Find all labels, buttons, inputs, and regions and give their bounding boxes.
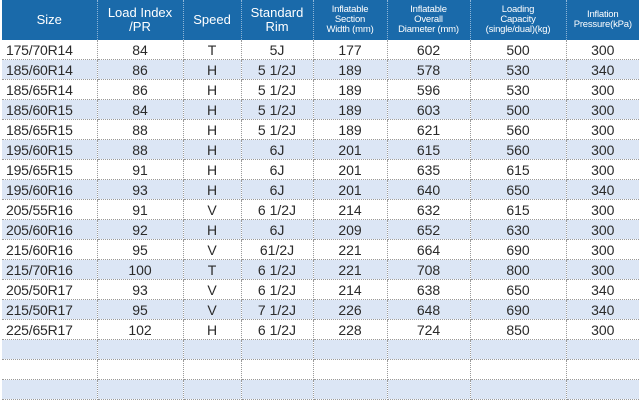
header-loading-capacity-line: Loading	[501, 4, 535, 15]
table-row	[2, 220, 639, 240]
header-rim-line: Rim	[265, 19, 289, 34]
cell-overall-diameter: 578	[387, 60, 470, 80]
header-loading-capacity	[470, 0, 566, 40]
cell-speed: H	[183, 80, 241, 100]
cell-speed: V	[183, 300, 241, 320]
cell-load-index: 86	[97, 80, 183, 100]
cell-overall-diameter: 708	[387, 260, 470, 280]
cell-size: 205/55R16	[2, 200, 97, 220]
cell-speed: T	[183, 40, 241, 60]
cell-overall-diameter: 635	[387, 160, 470, 180]
header-overall-diameter	[387, 0, 470, 40]
empty-cell	[183, 340, 241, 360]
empty-cell	[2, 380, 97, 400]
cell-rim: 5 1/2J	[241, 60, 313, 80]
cell-inflation-pressure: 300	[566, 140, 639, 160]
table-header	[2, 0, 639, 40]
empty-cell	[566, 380, 639, 400]
cell-speed: H	[183, 180, 241, 200]
cell-load-index: 93	[97, 180, 183, 200]
cell-size: 225/65R17	[2, 320, 97, 340]
cell-loading-capacity: 630	[470, 220, 566, 240]
cell-loading-capacity: 615	[470, 160, 566, 180]
cell-overall-diameter: 648	[387, 300, 470, 320]
empty-cell	[97, 360, 183, 380]
cell-size: 195/60R15	[2, 140, 97, 160]
cell-speed: H	[183, 100, 241, 120]
empty-cell	[183, 380, 241, 400]
empty-cell	[97, 340, 183, 360]
cell-load-index: 100	[97, 260, 183, 280]
cell-load-index: 91	[97, 200, 183, 220]
empty-cell	[566, 360, 639, 380]
table-row	[2, 300, 639, 320]
table-row	[2, 80, 639, 100]
table-row	[2, 280, 639, 300]
cell-size: 185/60R15	[2, 100, 97, 120]
header-row	[2, 0, 639, 40]
empty-cell	[183, 360, 241, 380]
table-row	[2, 180, 639, 200]
empty-cell	[313, 360, 387, 380]
cell-inflation-pressure: 300	[566, 100, 639, 120]
cell-speed: H	[183, 120, 241, 140]
cell-loading-capacity: 615	[470, 200, 566, 220]
header-overall-diameter-line: Diameter (mm)	[398, 24, 459, 35]
header-load-index	[97, 0, 183, 40]
cell-section-width: 214	[313, 280, 387, 300]
cell-rim: 6J	[241, 180, 313, 200]
empty-table-row	[2, 380, 639, 400]
cell-section-width: 201	[313, 180, 387, 200]
empty-cell	[566, 340, 639, 360]
cell-overall-diameter: 621	[387, 120, 470, 140]
cell-inflation-pressure: 300	[566, 220, 639, 240]
cell-rim: 6J	[241, 220, 313, 240]
cell-section-width: 189	[313, 120, 387, 140]
cell-inflation-pressure: 300	[566, 320, 639, 340]
cell-load-index: 91	[97, 160, 183, 180]
cell-speed: V	[183, 240, 241, 260]
empty-cell	[470, 360, 566, 380]
cell-rim: 6 1/2J	[241, 280, 313, 300]
cell-overall-diameter: 615	[387, 140, 470, 160]
cell-rim: 6J	[241, 160, 313, 180]
header-section-width-line: Inflatable	[331, 4, 369, 15]
cell-rim: 5 1/2J	[241, 80, 313, 100]
cell-loading-capacity: 500	[470, 40, 566, 60]
empty-cell	[387, 340, 470, 360]
header-overall-diameter-line: Overall	[414, 14, 443, 25]
cell-size: 185/65R14	[2, 80, 97, 100]
cell-section-width: 201	[313, 160, 387, 180]
table-row	[2, 160, 639, 180]
cell-inflation-pressure: 340	[566, 280, 639, 300]
cell-rim: 5 1/2J	[241, 120, 313, 140]
cell-rim: 5 1/2J	[241, 100, 313, 120]
cell-load-index: 86	[97, 60, 183, 80]
cell-section-width: 177	[313, 40, 387, 60]
header-rim-line: Standard	[250, 5, 304, 20]
header-section-width-line: Section	[334, 14, 366, 25]
cell-speed: V	[183, 280, 241, 300]
empty-cell	[387, 360, 470, 380]
header-size	[2, 0, 97, 40]
cell-overall-diameter: 638	[387, 280, 470, 300]
header-loading-capacity-line: (single/dual)(kg)	[485, 24, 551, 35]
cell-size: 185/65R15	[2, 120, 97, 140]
cell-overall-diameter: 640	[387, 180, 470, 200]
cell-inflation-pressure: 300	[566, 80, 639, 100]
table-row	[2, 260, 639, 280]
cell-size: 175/70R14	[2, 40, 97, 60]
cell-inflation-pressure: 340	[566, 300, 639, 320]
cell-load-index: 95	[97, 300, 183, 320]
cell-rim: 6J	[241, 140, 313, 160]
cell-loading-capacity: 560	[470, 140, 566, 160]
cell-section-width: 209	[313, 220, 387, 240]
cell-speed: H	[183, 160, 241, 180]
empty-cell	[313, 380, 387, 400]
header-inflation-pressure-line: Pressure(kPa)	[573, 19, 632, 30]
cell-loading-capacity: 800	[470, 260, 566, 280]
header-section-width	[313, 0, 387, 40]
cell-section-width: 228	[313, 320, 387, 340]
cell-inflation-pressure: 340	[566, 180, 639, 200]
cell-overall-diameter: 632	[387, 200, 470, 220]
cell-overall-diameter: 596	[387, 80, 470, 100]
empty-cell	[470, 380, 566, 400]
empty-cell	[241, 380, 313, 400]
cell-load-index: 102	[97, 320, 183, 340]
cell-inflation-pressure: 300	[566, 160, 639, 180]
header-speed	[183, 0, 241, 40]
cell-load-index: 84	[97, 100, 183, 120]
table-row	[2, 40, 639, 60]
empty-cell	[241, 360, 313, 380]
cell-section-width: 189	[313, 60, 387, 80]
empty-cell	[241, 340, 313, 360]
cell-speed: T	[183, 260, 241, 280]
cell-speed: H	[183, 320, 241, 340]
cell-size: 195/60R16	[2, 180, 97, 200]
cell-inflation-pressure: 340	[566, 60, 639, 80]
cell-size: 185/60R14	[2, 60, 97, 80]
cell-speed: V	[183, 200, 241, 220]
tire-spec-table	[2, 0, 639, 400]
table-body	[2, 40, 639, 400]
cell-speed: H	[183, 140, 241, 160]
header-size-line: Size	[36, 12, 62, 27]
header-speed-line: Speed	[193, 12, 231, 27]
cell-loading-capacity: 690	[470, 300, 566, 320]
header-load-index-line: Load Index	[107, 5, 173, 20]
cell-rim: 7 1/2J	[241, 300, 313, 320]
table-row	[2, 200, 639, 220]
table-row	[2, 60, 639, 80]
cell-overall-diameter: 724	[387, 320, 470, 340]
cell-rim: 5J	[241, 40, 313, 60]
cell-speed: H	[183, 60, 241, 80]
cell-load-index: 92	[97, 220, 183, 240]
header-inflation-pressure-line: Inflation	[587, 9, 619, 20]
cell-loading-capacity: 530	[470, 60, 566, 80]
header-inflation-pressure	[566, 0, 639, 40]
cell-section-width: 214	[313, 200, 387, 220]
cell-size: 215/50R17	[2, 300, 97, 320]
cell-size: 205/60R16	[2, 220, 97, 240]
header-section-width-line: Width (mm)	[326, 24, 374, 35]
empty-cell	[313, 340, 387, 360]
cell-inflation-pressure: 300	[566, 120, 639, 140]
header-rim	[241, 0, 313, 40]
empty-cell	[2, 360, 97, 380]
empty-cell	[2, 340, 97, 360]
cell-size: 195/65R15	[2, 160, 97, 180]
table-row	[2, 140, 639, 160]
cell-load-index: 95	[97, 240, 183, 260]
cell-loading-capacity: 560	[470, 120, 566, 140]
cell-loading-capacity: 650	[470, 280, 566, 300]
cell-rim: 61/2J	[241, 240, 313, 260]
header-load-index-line: /PR	[129, 19, 151, 34]
empty-cell	[470, 340, 566, 360]
cell-overall-diameter: 664	[387, 240, 470, 260]
cell-section-width: 226	[313, 300, 387, 320]
cell-size: 215/70R16	[2, 260, 97, 280]
cell-inflation-pressure: 300	[566, 200, 639, 220]
cell-speed: H	[183, 220, 241, 240]
cell-loading-capacity: 500	[470, 100, 566, 120]
table-row	[2, 240, 639, 260]
cell-overall-diameter: 603	[387, 100, 470, 120]
header-loading-capacity-line: Capacity	[500, 14, 536, 25]
table-row	[2, 320, 639, 340]
cell-loading-capacity: 690	[470, 240, 566, 260]
cell-rim: 6 1/2J	[241, 260, 313, 280]
cell-overall-diameter: 602	[387, 40, 470, 60]
table-row	[2, 100, 639, 120]
cell-rim: 6 1/2J	[241, 320, 313, 340]
cell-section-width: 221	[313, 260, 387, 280]
header-overall-diameter-line: Inflatable	[410, 4, 447, 15]
cell-load-index: 93	[97, 280, 183, 300]
cell-loading-capacity: 530	[470, 80, 566, 100]
cell-section-width: 189	[313, 100, 387, 120]
cell-load-index: 84	[97, 40, 183, 60]
cell-section-width: 221	[313, 240, 387, 260]
cell-size: 205/50R17	[2, 280, 97, 300]
cell-loading-capacity: 650	[470, 180, 566, 200]
empty-table-row	[2, 360, 639, 380]
empty-cell	[97, 380, 183, 400]
table-row	[2, 120, 639, 140]
empty-table-row	[2, 340, 639, 360]
cell-section-width: 189	[313, 80, 387, 100]
cell-load-index: 88	[97, 140, 183, 160]
cell-section-width: 201	[313, 140, 387, 160]
cell-inflation-pressure: 300	[566, 260, 639, 280]
empty-cell	[387, 380, 470, 400]
cell-loading-capacity: 850	[470, 320, 566, 340]
cell-size: 215/60R16	[2, 240, 97, 260]
cell-inflation-pressure: 300	[566, 40, 639, 60]
cell-rim: 6 1/2J	[241, 200, 313, 220]
cell-overall-diameter: 652	[387, 220, 470, 240]
cell-inflation-pressure: 300	[566, 240, 639, 260]
cell-load-index: 88	[97, 120, 183, 140]
